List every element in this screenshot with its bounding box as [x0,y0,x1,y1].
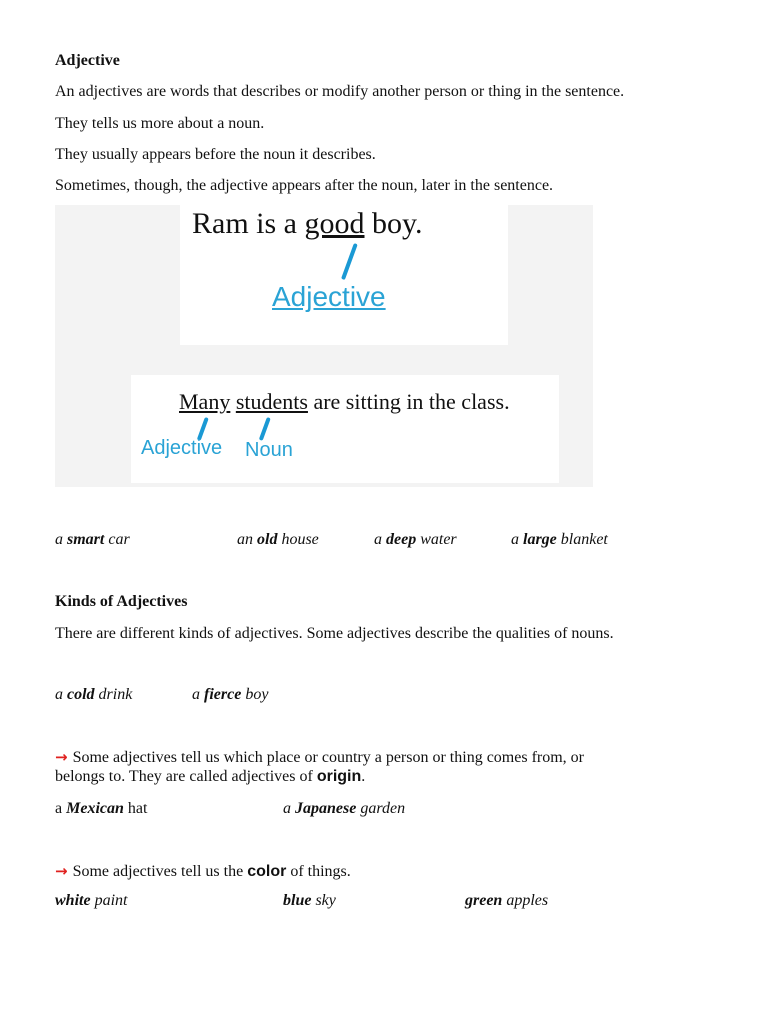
heading-adjective: Adjective [55,52,120,69]
adjective-diagram [55,205,593,487]
pointer-students [259,417,271,441]
example-deep-water: a deep water [374,531,457,548]
diagram-panel-1 [180,205,508,345]
definition-line-4: Sometimes, though, the adjective appears after the noun, later in the sentence. [55,177,554,194]
label-adjective-1: Adjective [272,281,386,312]
word-origin: origin [316,768,362,785]
word-color: color [247,863,287,880]
example-green-apples: green apples [465,892,549,909]
heading-kinds-of-adjectives: Kinds of Adjectives [55,593,188,610]
example-old-house: an old house [237,531,319,548]
example-smart-car: a smart car [55,531,130,548]
definition-line-1: An adjectives are words that describes or modify another person or thing in the sentence. [55,83,625,100]
word-many: Many [179,389,231,414]
label-adjective-2: Adjective [141,437,223,459]
example-cold-drink: a cold drink [55,686,133,703]
origin-line-1: → Some adjectives tell us which place or country a person or thing comes from, or [55,748,584,766]
sentence-ram: Ram is a good boy. [192,207,423,240]
kinds-intro: There are different kinds of adjectives. Some adjectives describe the qualities of nouns. [55,625,614,642]
label-noun: Noun [245,439,293,461]
example-blue-sky: blue sky [283,892,336,909]
word-students: students [235,389,308,414]
example-mexican-hat: a Mexican hat [55,800,148,817]
pointer-good [341,243,358,280]
color-line: → Some adjectives tell us the color of things. [55,862,351,880]
arrow-right-icon: → [55,862,68,880]
definition-line-3: They usually appears before the noun it describes. [55,146,376,163]
arrow-right-icon: → [55,748,68,766]
diagram-panel-2 [131,375,559,483]
example-white-paint: white paint [55,892,128,909]
sentence-many-students: Many students are sitting in the class. [179,389,510,414]
example-large-blanket: a large blanket [511,531,608,548]
word-good: good [304,207,365,240]
example-fierce-boy: a fierce boy [192,686,269,703]
example-japanese-garden: a Japanese garden [283,800,406,817]
origin-line-2: belongs to. They are called adjectives of origin. [55,768,366,785]
definition-line-2: They tells us more about a noun. [55,115,265,132]
